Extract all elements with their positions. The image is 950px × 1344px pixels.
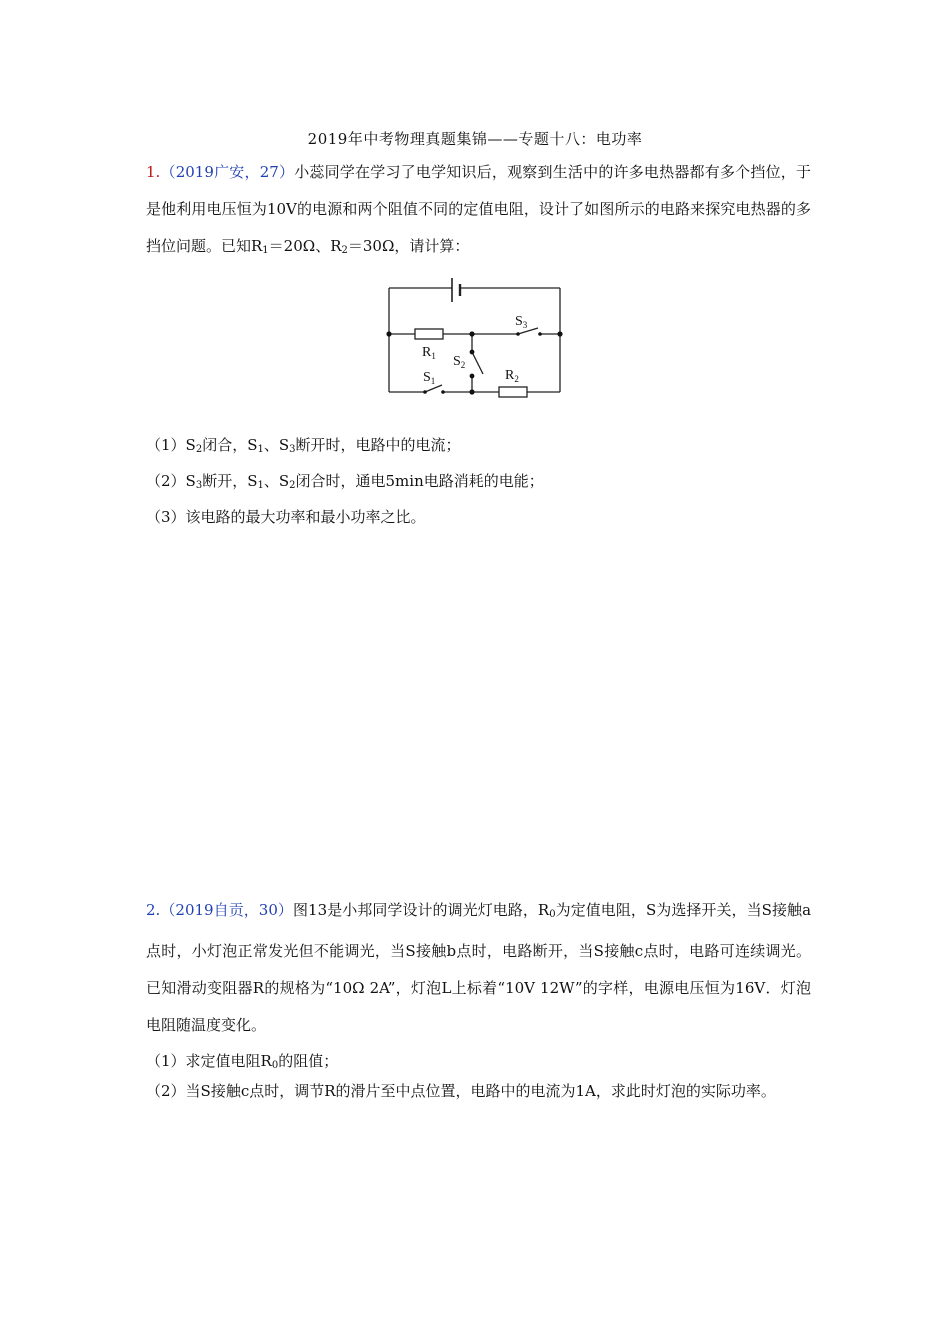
switch-s2 <box>472 352 483 374</box>
label-s2: $S_2$ <box>453 354 466 370</box>
label-r2: $R_2$ <box>505 368 519 384</box>
question-1-part-2: $(2)S_3$断开，$S_1$、$S_2$闭合时，通电5min电路消耗的电能； <box>146 472 544 491</box>
question-1-part-1: $(1)S_2$闭合，$S_1$、$S_3$断开时，电路中的电流； <box>146 436 461 455</box>
question-2-text: 2.（2019自贡，30）图13是小邦同学设计的调光灯电路，$R_0$为定值电阻，S为选择开关，当S接触a点时，小灯泡正常发光但不能调光，当S接触b点时，电路断开，当S接触c点时，电路可连续调光。已知滑动变阻器R的规格为“10Ω 2A”，灯泡L上标着“10V 12W”的字样，电源电压恒为16V．灯泡电阻随温度变化。 <box>146 901 812 1034</box>
question-2-part-1: （1）求定值电阻$R_0$的阻值； <box>146 1052 339 1071</box>
switch-s1 <box>425 385 442 392</box>
question-2-source: （2019自贡，30） <box>160 901 293 919</box>
question-1-text: 1.（2019广安，27）小蕊同学在学习了电学知识后，观察到生活中的许多电热器都有多个挡位，于是他利用电压恒为10V的电源和两个阻值不同的定值电阻，设计了如图所示的电路来探究电热器的多挡位问题。已知$R_1=20\Omega$、$R_2=30\Omega$，请计算： <box>146 163 811 256</box>
label-s1: $S_1$ <box>423 370 436 386</box>
label-r1: $R_1$ <box>422 345 436 361</box>
label-s3: $S_3$ <box>515 314 528 330</box>
resistor-r2 <box>499 387 527 397</box>
question-2-number: 2. <box>146 901 161 919</box>
question-2-part-2: （2）当S接触c点时，调节R的滑片至中点位置，电路中的电流为1A，求此时灯泡的实际功率。 <box>146 1082 776 1100</box>
question-1-part-3: （3）该电路的最大功率和最小功率之比。 <box>146 508 426 526</box>
page-title: 2019年中考物理真题集锦——专题十八：电功率 <box>307 130 643 148</box>
question-1-number: 1. <box>146 163 161 181</box>
resistor-r1 <box>415 329 443 339</box>
circuit-diagram <box>380 276 580 402</box>
question-1-source: （2019广安，27） <box>160 163 295 181</box>
